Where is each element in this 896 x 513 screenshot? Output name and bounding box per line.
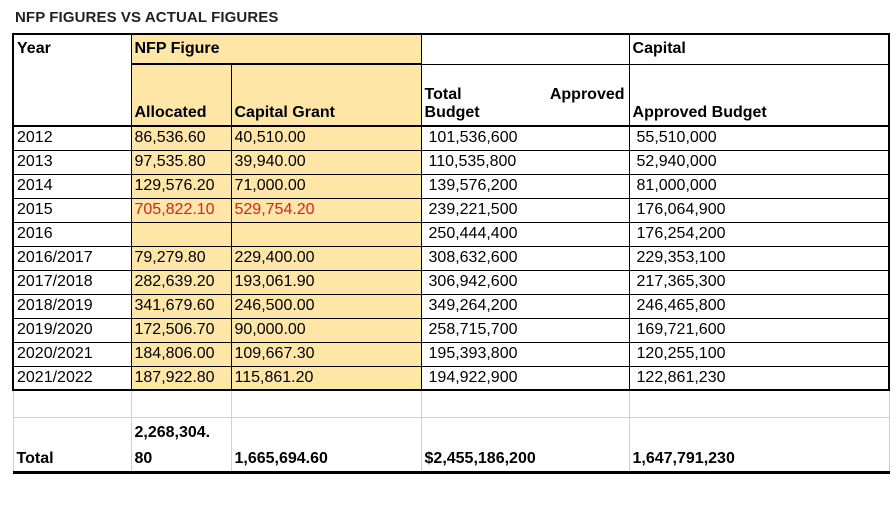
allocated-cell[interactable]: 341,679.60 bbox=[131, 294, 231, 318]
year-cell[interactable]: 2016 bbox=[13, 222, 131, 246]
capital-budget-cell[interactable]: 120,255,100 bbox=[629, 342, 889, 366]
table-row bbox=[13, 222, 889, 246]
year-cell[interactable]: 2012 bbox=[13, 126, 131, 150]
total-budget-cell[interactable]: 110,535,800 bbox=[421, 150, 629, 174]
table-row bbox=[13, 246, 889, 270]
capital-grant-cell[interactable]: 193,061.90 bbox=[231, 270, 421, 294]
capital-budget-cell[interactable]: 246,465,800 bbox=[629, 294, 889, 318]
table-row bbox=[13, 126, 889, 150]
blank-cell[interactable] bbox=[231, 390, 421, 417]
table-row bbox=[13, 198, 889, 222]
header-total-word: Total bbox=[424, 86, 462, 103]
blank-row bbox=[13, 390, 889, 417]
header-nfp-figure[interactable]: NFP Figure bbox=[131, 34, 421, 64]
header-approved-word: Approved bbox=[549, 86, 625, 103]
table-row bbox=[13, 342, 889, 366]
allocated-cell[interactable]: 187,922.80 bbox=[131, 366, 231, 390]
year-cell[interactable]: 2014 bbox=[13, 174, 131, 198]
capital-budget-cell[interactable]: 169,721,600 bbox=[629, 318, 889, 342]
totals-allocated-line2: 80 bbox=[134, 449, 153, 467]
capital-grant-cell[interactable]: 115,861.20 bbox=[231, 366, 421, 390]
total-budget-cell[interactable]: 308,632,600 bbox=[421, 246, 629, 270]
year-cell[interactable]: 2020/2021 bbox=[13, 342, 131, 366]
blank-cell[interactable] bbox=[629, 390, 889, 417]
capital-grant-cell[interactable]: 39,940.00 bbox=[231, 150, 421, 174]
totals-allocated[interactable] bbox=[131, 417, 231, 472]
table-row bbox=[13, 270, 889, 294]
year-cell[interactable]: 2015 bbox=[13, 198, 131, 222]
totals-total-budget[interactable]: $2,455,186,200 bbox=[421, 417, 629, 472]
totals-label[interactable]: Total bbox=[13, 417, 131, 472]
totals-allocated-line1: 2,268,304. bbox=[134, 423, 211, 441]
capital-grant-cell[interactable]: 529,754.20 bbox=[231, 198, 421, 222]
table-row bbox=[13, 174, 889, 198]
year-cell[interactable]: 2019/2020 bbox=[13, 318, 131, 342]
capital-budget-cell[interactable]: 229,353,100 bbox=[629, 246, 889, 270]
total-budget-cell[interactable]: 258,715,700 bbox=[421, 318, 629, 342]
header-year[interactable]: Year bbox=[13, 34, 131, 126]
year-cell[interactable]: 2016/2017 bbox=[13, 246, 131, 270]
capital-grant-cell[interactable]: 40,510.00 bbox=[231, 126, 421, 150]
allocated-cell[interactable]: 79,279.80 bbox=[131, 246, 231, 270]
year-cell[interactable]: 2021/2022 bbox=[13, 366, 131, 390]
header-capital-grant[interactable]: Capital Grant bbox=[231, 64, 421, 126]
total-budget-cell[interactable]: 101,536,600 bbox=[421, 126, 629, 150]
total-budget-cell[interactable]: 139,576,200 bbox=[421, 174, 629, 198]
capital-budget-cell[interactable]: 217,365,300 bbox=[629, 270, 889, 294]
allocated-cell[interactable]: 282,639.20 bbox=[131, 270, 231, 294]
year-cell[interactable]: 2013 bbox=[13, 150, 131, 174]
blank-cell[interactable] bbox=[131, 390, 231, 417]
capital-grant-cell[interactable]: 90,000.00 bbox=[231, 318, 421, 342]
totals-row bbox=[13, 417, 889, 472]
capital-budget-cell[interactable]: 122,861,230 bbox=[629, 366, 889, 390]
table-row bbox=[13, 366, 889, 390]
allocated-cell[interactable] bbox=[131, 222, 231, 246]
table-row bbox=[13, 150, 889, 174]
header-allocated[interactable]: Allocated bbox=[131, 64, 231, 126]
header-total-approved-budget[interactable] bbox=[421, 64, 629, 126]
table-row bbox=[13, 318, 889, 342]
blank-cell[interactable] bbox=[421, 390, 629, 417]
allocated-cell[interactable]: 172,506.70 bbox=[131, 318, 231, 342]
nfp-figures-table bbox=[12, 33, 890, 474]
capital-grant-cell[interactable]: 246,500.00 bbox=[231, 294, 421, 318]
capital-budget-cell[interactable]: 55,510,000 bbox=[629, 126, 889, 150]
total-budget-cell[interactable]: 306,942,600 bbox=[421, 270, 629, 294]
total-budget-cell[interactable]: 194,922,900 bbox=[421, 366, 629, 390]
sheet-title: NFP FIGURES VS ACTUAL FIGURES bbox=[15, 9, 279, 26]
total-budget-cell[interactable]: 239,221,500 bbox=[421, 198, 629, 222]
table-row bbox=[13, 294, 889, 318]
header-blank[interactable] bbox=[421, 34, 629, 64]
header-capital[interactable]: Capital bbox=[629, 34, 889, 64]
allocated-cell[interactable]: 97,535.80 bbox=[131, 150, 231, 174]
allocated-cell[interactable]: 129,576.20 bbox=[131, 174, 231, 198]
capital-budget-cell[interactable]: 81,000,000 bbox=[629, 174, 889, 198]
blank-cell[interactable] bbox=[13, 390, 131, 417]
totals-capital-budget[interactable]: 1,647,791,230 bbox=[629, 417, 889, 472]
header-row-1 bbox=[13, 34, 889, 64]
allocated-cell[interactable]: 86,536.60 bbox=[131, 126, 231, 150]
year-cell[interactable]: 2018/2019 bbox=[13, 294, 131, 318]
allocated-cell[interactable]: 184,806.00 bbox=[131, 342, 231, 366]
total-budget-cell[interactable]: 195,393,800 bbox=[421, 342, 629, 366]
header-row-2 bbox=[13, 64, 889, 126]
capital-grant-cell[interactable]: 109,667.30 bbox=[231, 342, 421, 366]
total-budget-cell[interactable]: 349,264,200 bbox=[421, 294, 629, 318]
capital-grant-cell[interactable] bbox=[231, 222, 421, 246]
year-cell[interactable]: 2017/2018 bbox=[13, 270, 131, 294]
capital-budget-cell[interactable]: 176,254,200 bbox=[629, 222, 889, 246]
totals-capital-grant[interactable]: 1,665,694.60 bbox=[231, 417, 421, 472]
allocated-cell[interactable]: 705,822.10 bbox=[131, 198, 231, 222]
capital-grant-cell[interactable]: 71,000.00 bbox=[231, 174, 421, 198]
header-approved-budget[interactable]: Approved Budget bbox=[629, 64, 889, 126]
capital-grant-cell[interactable]: 229,400.00 bbox=[231, 246, 421, 270]
capital-budget-cell[interactable]: 52,940,000 bbox=[629, 150, 889, 174]
capital-budget-cell[interactable]: 176,064,900 bbox=[629, 198, 889, 222]
header-budget-word: Budget bbox=[424, 104, 480, 121]
total-budget-cell[interactable]: 250,444,400 bbox=[421, 222, 629, 246]
